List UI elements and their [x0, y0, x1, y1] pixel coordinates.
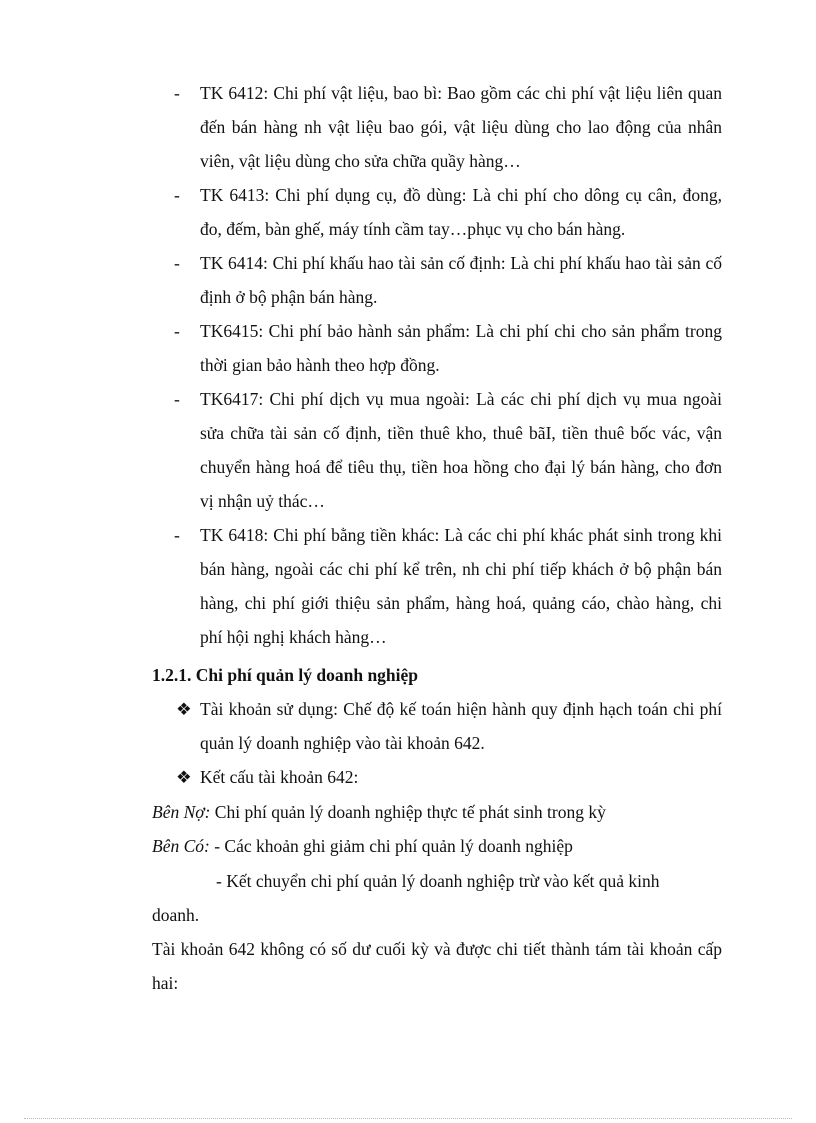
bullet-text: TK 6414: Chi phí khấu hao tài sản cố định: Là chi phí khấu hao tài sản cố định ở bộ phận bán hàng. — [200, 253, 722, 307]
bullet-dash: - — [174, 525, 180, 545]
credit-text: - Các khoản ghi giảm chi phí quản lý doanh nghiệp — [209, 836, 573, 856]
bullet-text: TK 6413: Chi phí dụng cụ, đồ dùng: Là chi phí cho dông cụ cân, đong, đo, đếm, bàn ghế, máy tính cầm tay…phục vụ cho bán hàng. — [200, 185, 722, 239]
bullet-dash: - — [174, 389, 180, 409]
closing-paragraph: Tài khoản 642 không có số dư cuối kỳ và được chi tiết thành tám tài khoản cấp hai: — [152, 939, 722, 993]
bullet-text: TK 6412: Chi phí vật liệu, bao bì: Bao gồm các chi phí vật liệu liên quan đến bán hàng nh vật liệu bao gói, vật liệu dùng cho lao động của nhân viên, vật liệu dùng cho sửa chữa quầy hàng… — [200, 83, 722, 171]
bullet-dash: - — [174, 185, 180, 205]
section-heading: 1.2.1. Chi phí quản lý doanh nghiệp — [152, 665, 419, 685]
debit-text: Chi phí quản lý doanh nghiệp thực tế phát sinh trong kỳ — [210, 802, 606, 822]
credit-transfer-line: - Kết chuyển chi phí quản lý doanh nghiệp trừ vào kết quả kinh — [216, 871, 660, 891]
bullet-dash: - — [174, 321, 180, 341]
diamond-text: Kết cấu tài khoản 642: — [200, 767, 359, 787]
page-bottom-divider — [24, 1118, 792, 1119]
diamond-text: Tài khoản sử dụng: Chế độ kế toán hiện hành quy định hạch toán chi phí quản lý doanh nghiệp vào tài khoản 642. — [200, 699, 722, 753]
bullet-text: TK6415: Chi phí bảo hành sản phẩm: Là chi phí chi cho sản phẩm trong thời gian bảo hành theo hợp đồng. — [200, 321, 722, 375]
bullet-dash: - — [174, 83, 180, 103]
credit-transfer-continuation: doanh. — [152, 905, 200, 925]
bullet-text: TK6417: Chi phí dịch vụ mua ngoài: Là các chi phí dịch vụ mua ngoài sửa chữa tài sản cố định, tiền thuê kho, thuê bãI, tiền thuê bốc vác, vận chuyển hàng hoá để tiêu thụ, tiền hoa hồng cho đại lý bán hàng, cho đơn vị nhận uỷ thác… — [200, 389, 722, 511]
diamond-marker-icon: ❖ — [176, 699, 192, 719]
debit-side-line — [152, 795, 606, 829]
credit-side-line — [152, 829, 573, 863]
credit-label: Bên Có: — [152, 836, 210, 856]
bullet-text: TK 6418: Chi phí bằng tiền khác: Là các chi phí khác phát sinh trong khi bán hàng, ngoài các chi phí kể trên, nh chi phí tiếp khách ở bộ phận bán hàng, chi phí giới thiệu sản phẩm, hàng hoá, quảng cáo, chào hàng, chi phí hội nghị khách hàng… — [200, 525, 722, 647]
debit-label: Bên Nợ: — [152, 802, 211, 822]
diamond-marker-icon: ❖ — [176, 767, 192, 787]
bullet-dash: - — [174, 253, 180, 273]
